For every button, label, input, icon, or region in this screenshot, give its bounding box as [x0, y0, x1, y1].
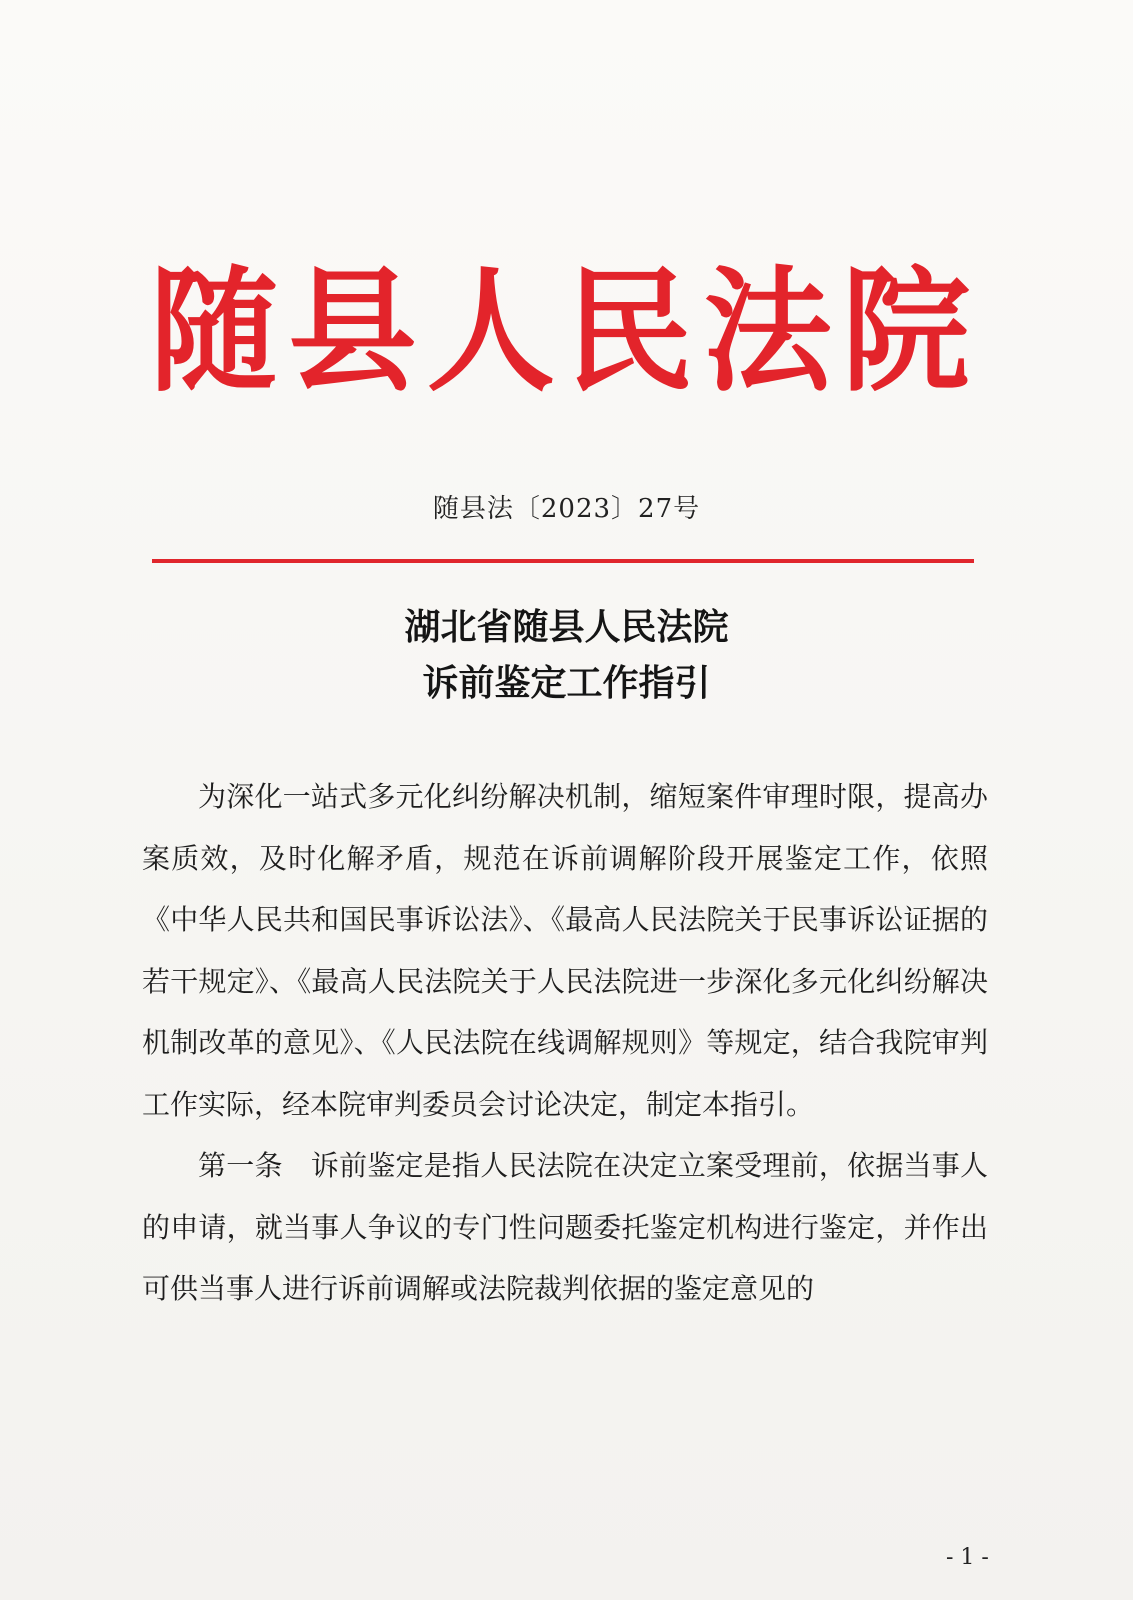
- header-char: 人: [426, 253, 555, 411]
- body-paragraph-intro: 为深化一站式多元化纠纷解决机制，缩短案件审理时限，提高办案质效，及时化解矛盾，规范在诉前调解阶段开展鉴定工作，依照《中华人民共和国民事诉讼法》、《最高人民法院关于民事诉讼证据的若干规定》、《最高人民法院关于人民法院进一步深化多元化纠纷解决机制改革的意见》、《人民法院在线调解规则》等规定，结合我院审判工作实际，经本院审判委员会讨论决定，制定本指引。: [142, 780, 988, 1121]
- header-char: 院: [841, 253, 970, 411]
- header-char: 县: [288, 253, 417, 411]
- header-char: 法: [703, 253, 832, 411]
- header-char: 民: [565, 253, 694, 411]
- title-line-2: 诉前鉴定工作指引: [422, 663, 711, 704]
- issuing-authority-header: [150, 253, 970, 411]
- document-title: [0, 600, 1133, 712]
- document-number: 随县法〔2023〕27号: [432, 494, 701, 524]
- red-divider-line: [152, 559, 974, 563]
- page-number: - 1 -: [946, 1545, 989, 1570]
- body-paragraph-article-1: 第一条 诉前鉴定是指人民法院在决定立案受理前，依据当事人的申请，就当事人争议的专门性问题委托鉴定机构进行鉴定，并作出可供当事人进行诉前调解或法院裁判依据的鉴定意见的: [142, 1149, 988, 1305]
- title-line-1: 湖北省随县人民法院: [404, 607, 729, 648]
- header-char: 随: [150, 253, 279, 411]
- document-body: [142, 766, 988, 1320]
